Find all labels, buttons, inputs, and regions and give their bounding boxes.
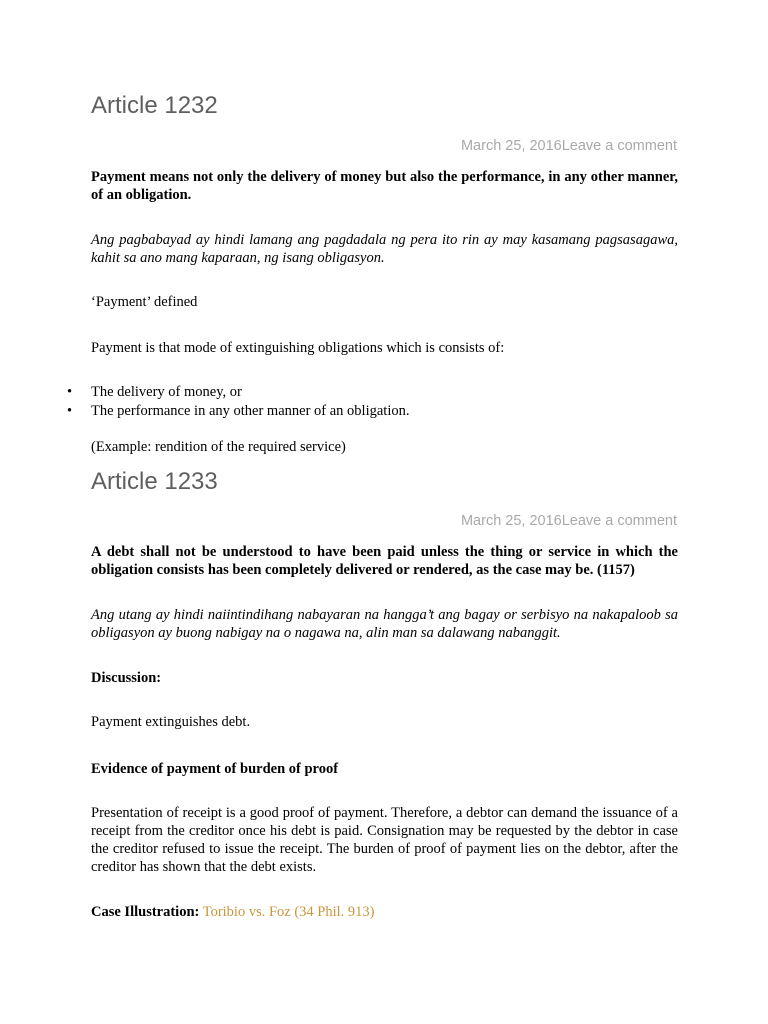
evidence-text: Presentation of receipt is a good proof of payment. Therefore, a debtor can demand the issuance of a receipt from the creditor once his debt is paid. Consignation may be requested by the debtor in case the creditor refused to issue the receipt. The burden of proof of payment lies on the debtor, after the creditor has shown that the debt exists. <box>91 805 678 875</box>
case-illustration <box>91 903 678 921</box>
payment-example: (Example: rendition of the required service) <box>91 439 346 455</box>
article-1232-text-en: Payment means not only the delivery of money but also the performance, in any other manner, of an obligation. <box>91 169 678 203</box>
discussion-text: Payment extinguishes debt. <box>91 714 251 730</box>
article-1233-title[interactable]: Article 1233 <box>91 468 218 495</box>
case-link[interactable]: Toribio vs. Foz (34 Phil. 913) <box>202 904 375 920</box>
article-1232-title[interactable]: Article 1232 <box>91 92 218 119</box>
list-item-text: The performance in any other manner of an obligation. <box>91 402 410 419</box>
article-1233-text-en: A debt shall not be understood to have been paid unless the thing or service in which the obligation consists has been completely delivered or rendered, as the case may be. (1157) <box>91 544 678 578</box>
discussion-label: Discussion: <box>91 670 162 686</box>
case-illustration-label: Case Illustration: <box>91 904 200 920</box>
article-1232-date-link[interactable]: March 25, 2016 <box>460 138 562 154</box>
article-1232-comment-link[interactable]: Leave a comment <box>561 138 677 154</box>
list-item <box>67 383 678 402</box>
list-item-text: The delivery of money, or <box>91 384 242 400</box>
article-1232-text-fil: Ang pagbabayad ay hindi lamang ang pagdadala ng pera ito rin ay may kasamang pagsasagawa, kahit sa ano mang kaparaan, ng isang obligasyon. <box>91 232 678 266</box>
article-1233-meta <box>461 514 677 529</box>
payment-defined-heading: ‘Payment’ defined <box>91 294 198 310</box>
payment-modes-list <box>67 383 678 420</box>
bullet-icon: • <box>67 402 73 419</box>
bullet-icon: • <box>67 384 73 400</box>
article-1233-text-fil: Ang utang ay hindi naiintindihang nabayaran na hangga’t ang bagay or serbisyo na nakapaloob sa obligasyon ay buong nabigay na o nagawa na, alin man sa dalawang nabanggit. <box>91 607 678 641</box>
evidence-heading: Evidence of payment of burden of proof <box>91 761 339 777</box>
article-1233-date-link[interactable]: March 25, 2016 <box>460 513 562 529</box>
article-1233-comment-link[interactable]: Leave a comment <box>561 513 677 529</box>
list-item <box>67 402 678 421</box>
article-1232-meta <box>461 139 677 154</box>
payment-definition-intro: Payment is that mode of extinguishing obligations which is consists of: <box>91 340 505 356</box>
